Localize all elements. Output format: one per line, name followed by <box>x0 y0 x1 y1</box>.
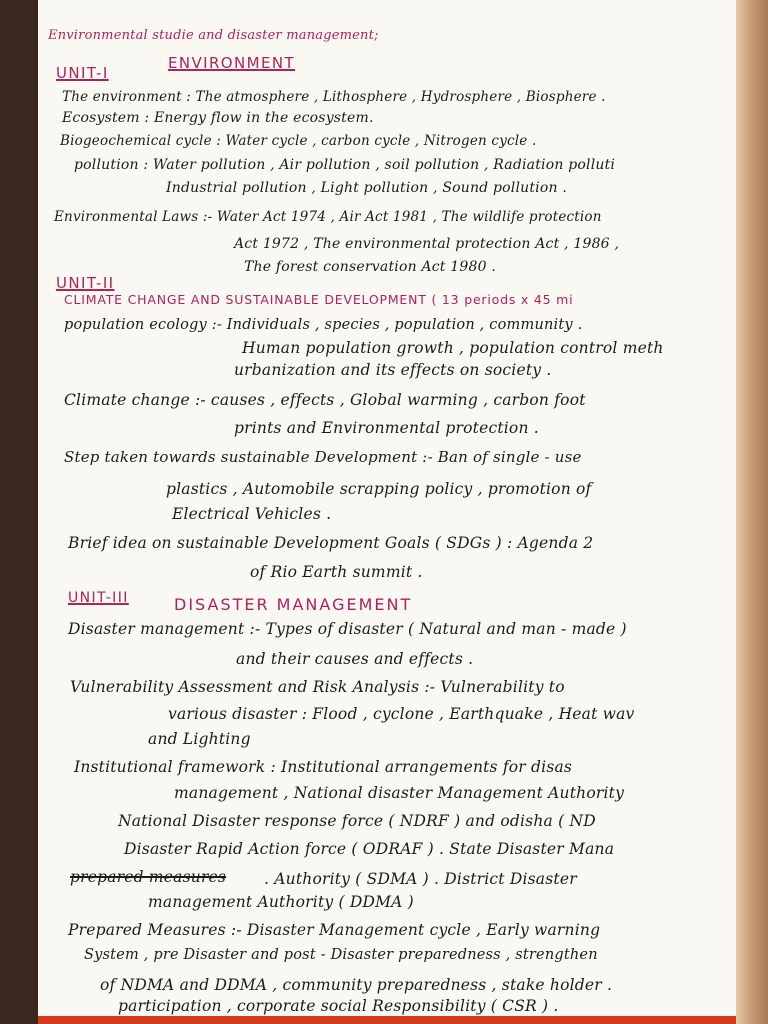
notebook-edge <box>736 0 768 1024</box>
unit3-line-1: and their causes and effects . <box>236 650 474 668</box>
unit2-line-6: plastics , Automobile scrapping policy , promotion of <box>166 480 592 498</box>
unit1-line-2: Biogeochemical cycle : Water cycle , carbon cycle , Nitrogen cycle . <box>60 133 537 149</box>
unit1-line-6: Act 1972 , The environmental protection Act , 1986 , <box>234 236 620 252</box>
unit3-line-14: of NDMA and DDMA , community preparedness , stake holder . <box>100 976 613 994</box>
unit2-title: CLIMATE CHANGE AND SUSTAINABLE DEVELOPMENT ( 13 periods x 45 mi <box>64 292 574 307</box>
unit1-line-1: Ecosystem : Energy flow in the ecosystem. <box>62 110 374 126</box>
unit3-label: UNIT-III <box>68 590 129 606</box>
unit1-line-0: The environment : The atmosphere , Lithosphere , Hydrosphere , Biosphere . <box>62 89 606 105</box>
unit1-line-5: Environmental Laws :- Water Act 1974 , Air Act 1981 , The wildlife protection <box>54 209 602 225</box>
unit2-line-5: Step taken towards sustainable Development :- Ban of single - use <box>64 448 582 466</box>
unit2-line-9: of Rio Earth summit . <box>250 563 423 581</box>
unit3-title: DISASTER MANAGEMENT <box>174 595 413 614</box>
unit2-line-7: Electrical Vehicles . <box>172 505 332 523</box>
unit3-line-12: Prepared Measures :- Disaster Management cycle , Early warning <box>68 921 601 939</box>
unit3-line-5: Institutional framework : Institutional arrangements for disas <box>74 758 573 776</box>
unit2-line-4: prints and Environmental protection . <box>234 419 539 437</box>
unit3-line-11: management Authority ( DDMA ) <box>148 893 414 911</box>
unit2-line-8: Brief idea on sustainable Development Goals ( SDGs ) : Agenda 2 <box>68 534 594 552</box>
unit3-line-6: management , National disaster Management Authority <box>174 784 625 802</box>
unit3-line-15: participation , corporate social Responsibility ( CSR ) . <box>118 997 559 1015</box>
unit3-line-10: . Authority ( SDMA ) . District Disaster <box>264 870 577 888</box>
strikethrough-text: prepared measures <box>70 868 227 886</box>
unit3-line-4: and Lighting <box>148 730 251 748</box>
unit3-line-7: National Disaster response force ( NDRF ) and odisha ( ND <box>118 812 596 830</box>
notebook-page <box>38 0 736 1024</box>
page-title: Environmental studie and disaster management; <box>48 28 379 43</box>
unit1-label: UNIT-I <box>56 64 109 82</box>
unit2-line-1: Human population growth , population control meth <box>242 339 664 357</box>
unit2-line-2: urbanization and its effects on society . <box>234 361 552 379</box>
notebook-cover-edge <box>38 1016 736 1024</box>
unit3-line-13: System , pre Disaster and post - Disaster preparedness , strengthen <box>84 947 598 963</box>
unit1-line-7: The forest conservation Act 1980 . <box>244 259 496 275</box>
unit1-line-3: pollution : Water pollution , Air pollution , soil pollution , Radiation polluti <box>74 157 616 173</box>
unit3-line-0: Disaster management :- Types of disaster ( Natural and man - made ) <box>68 620 627 638</box>
unit3-line-2: Vulnerability Assessment and Risk Analysis :- Vulnerability to <box>70 678 565 696</box>
unit1-title: ENVIRONMENT <box>168 54 296 72</box>
unit2-line-0: population ecology :- Individuals , species , population , community . <box>64 317 583 333</box>
unit3-line-3: various disaster : Flood , cyclone , Earthquake , Heat wav <box>168 705 635 723</box>
unit1-line-4: Industrial pollution , Light pollution , Sound pollution . <box>166 180 568 196</box>
unit2-label: UNIT-II <box>56 274 115 292</box>
unit2-line-3: Climate change :- causes , effects , Global warming , carbon foot <box>64 391 586 409</box>
unit3-line-8: Disaster Rapid Action force ( ODRAF ) . State Disaster Mana <box>124 840 615 858</box>
